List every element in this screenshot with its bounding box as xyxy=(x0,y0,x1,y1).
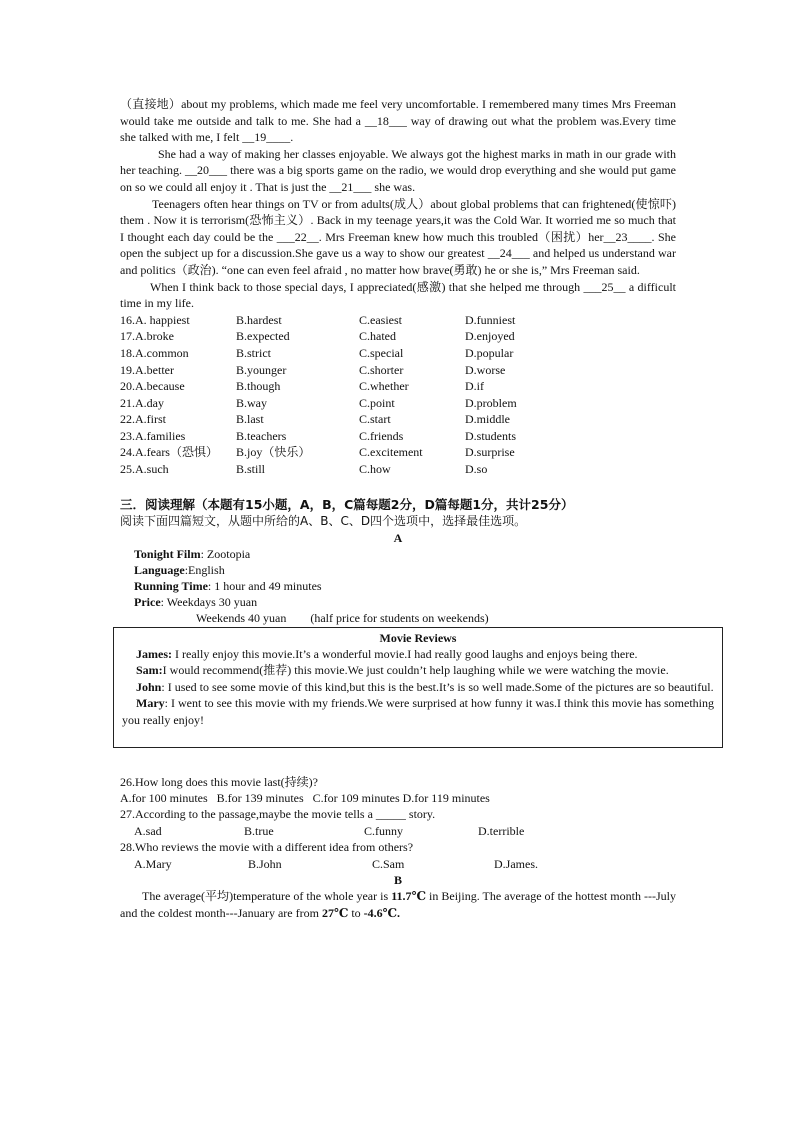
cloze-option: D.middle xyxy=(465,412,510,427)
cloze-option: D.if xyxy=(465,379,484,394)
cloze-option: B.last xyxy=(236,412,264,427)
question-26-options: A.for 100 minutes B.for 139 minutes C.for 109 minutes D.for 119 minutes xyxy=(120,791,490,806)
passage-paragraph-2: She had a way of making her classes enjoyable. We always got the highest marks in math in our grade with her teaching. __20___ there was a big sports game on the radio, we would drop everything and she would put game on so we could all enjoy it . That is just the __21___ she was. xyxy=(120,146,676,194)
cloze-option: C.shorter xyxy=(359,362,404,377)
part-a-label: A xyxy=(393,530,403,545)
cloze-option: B.strict xyxy=(236,345,271,360)
cloze-option-row xyxy=(120,328,575,345)
cloze-option: 18.A.common xyxy=(120,345,189,360)
cloze-option: B.expected xyxy=(236,329,290,344)
cloze-option: 16.A. happiest xyxy=(120,312,190,327)
cloze-option-row xyxy=(120,461,575,478)
q27-option-d: D.terrible xyxy=(478,823,525,838)
cloze-option-row xyxy=(120,362,575,379)
cloze-option: 20.A.because xyxy=(120,379,185,394)
exam-page xyxy=(120,96,714,922)
review-john: John: I used to see some movie of this kind,but this is the best.It’s is so well made.Some of the pictures are so beautiful. xyxy=(136,679,714,694)
cloze-option: 24.A.fears（恐惧） xyxy=(120,445,218,460)
review-james: James: I really enjoy this movie.It’s a wonderful movie.I had really good laughs and enjoys being there. xyxy=(136,646,638,661)
cloze-option-row xyxy=(120,428,575,445)
movie-reviews-box xyxy=(113,627,723,748)
part-b-label: B xyxy=(393,873,402,888)
cloze-option: D.worse xyxy=(465,362,506,377)
q28-option-c: C.Sam xyxy=(372,856,405,871)
cloze-option: D.so xyxy=(465,462,488,477)
cloze-option: 17.A.broke xyxy=(120,329,174,344)
cloze-option-row xyxy=(120,395,575,412)
weekend-price-line: Weekends 40 yuan (half price for students on weekends) xyxy=(196,611,489,626)
cloze-option: B.teachers xyxy=(236,428,287,443)
cloze-options-table xyxy=(120,312,575,478)
part-b-paragraph: The average(平均)temperature of the whole year is 11.7℃ in Beijing. The average of the hottest month ---July and the coldest month---January are from 27℃ to -4.6℃. xyxy=(120,889,676,921)
cloze-option: C.special xyxy=(359,345,404,360)
cloze-option: B.way xyxy=(236,395,267,410)
cloze-option: 22.A.first xyxy=(120,412,166,427)
cloze-option: 23.A.families xyxy=(120,428,186,443)
cloze-option: D.problem xyxy=(465,395,517,410)
question-27: 27.According to the passage,maybe the movie tells a _____ story. xyxy=(120,807,436,822)
cloze-option: D.surprise xyxy=(465,445,515,460)
cloze-option: D.students xyxy=(465,428,516,443)
passage-paragraph-4: When I think back to those special days, I appreciated(感激) that she helped me through ___25__ a difficult time in my life. xyxy=(120,279,676,311)
cloze-option: D.popular xyxy=(465,345,514,360)
question-28: 28.Who reviews the movie with a different idea from others? xyxy=(120,840,414,855)
price-line: Price: Weekdays 30 yuan xyxy=(134,595,258,610)
cloze-option-row xyxy=(120,345,575,362)
cloze-option: B.younger xyxy=(236,362,287,377)
passage-paragraph-3: Teenagers often hear things on TV or from adults(成人）about global problems that can frightened(使惊吓) them . Now it is terrorism(恐怖主义）. Back in my teenage years,it was the Cold War. It worried me so much that I thought each day could be the ___22__. Mrs Freeman knew how much this troubled（困扰）her__23____. She open the subject up for a discussion.She gave us a way to show our greatest __24___ and helped us understand war and politics（政治). “one can even feel afraid , no matter how brave(勇敢) he or she is,” Mrs Freeman said. xyxy=(120,196,676,277)
cloze-option: 21.A.day xyxy=(120,395,164,410)
q28-option-d: D.James. xyxy=(494,856,538,871)
running-time-line: Running Time: 1 hour and 49 minutes xyxy=(134,579,322,594)
cloze-option: B.though xyxy=(236,379,281,394)
spacer xyxy=(120,748,676,774)
cloze-option: D.funniest xyxy=(465,312,516,327)
cloze-option-row xyxy=(120,444,575,461)
reviews-title: Movie Reviews xyxy=(379,630,457,645)
cloze-option: C.whether xyxy=(359,379,409,394)
q28-option-b: B.John xyxy=(248,856,282,871)
review-mary: Mary: I went to see this movie with my friends.We were surprised at how funny it was.I think this movie has something you really enjoy! xyxy=(122,696,714,728)
passage-paragraph-1: （直接地）about my problems, which made me feel very uncomfortable. I remembered many times Mrs Freeman would take me outside and talk to me. She had a __18___ way of drawing out what the problem was.Every time she talked with me, I felt __19____. xyxy=(120,97,676,145)
cloze-option: C.how xyxy=(359,462,391,477)
cloze-option: B.hardest xyxy=(236,312,282,327)
question-27-options xyxy=(134,823,524,840)
cloze-option: C.point xyxy=(359,395,395,410)
film-title-line: Tonight Film: Zootopia xyxy=(134,546,251,561)
section-heading: 三．阅读理解（本题有15小题，A，B，C篇每题2分，D篇每题1分，共计25分） xyxy=(120,496,574,512)
language-line: Language:English xyxy=(134,562,225,577)
review-sam: Sam:I would recommend(推荐) this movie.We just couldn’t help laughing while we were watching the movie. xyxy=(136,663,669,678)
cloze-option: D.enjoyed xyxy=(465,329,515,344)
q27-option-b: B.true xyxy=(244,823,274,838)
q27-option-a: A.sad xyxy=(134,823,162,838)
film-info xyxy=(120,546,676,627)
cloze-option-row xyxy=(120,312,575,329)
cloze-option: C.excitement xyxy=(359,445,423,460)
cloze-option: C.easiest xyxy=(359,312,402,327)
cloze-option-row xyxy=(120,378,575,395)
q27-option-c: C.funny xyxy=(364,823,403,838)
question-28-options xyxy=(134,856,538,873)
cloze-option: C.start xyxy=(359,412,391,427)
section-instruction: 阅读下面四篇短文，从题中所给的A、B、C、D四个选项中，选择最佳选项。 xyxy=(120,513,527,528)
q28-option-a: A.Mary xyxy=(134,856,172,871)
cloze-option: C.hated xyxy=(359,329,396,344)
cloze-option: B.still xyxy=(236,462,266,477)
cloze-option-row xyxy=(120,411,575,428)
cloze-option: B.joy（快乐） xyxy=(236,445,311,460)
cloze-option: 19.A.better xyxy=(120,362,174,377)
question-26: 26.How long does this movie last(持续)? xyxy=(120,774,318,789)
cloze-option: 25.A.such xyxy=(120,462,169,477)
cloze-option: C.friends xyxy=(359,428,404,443)
